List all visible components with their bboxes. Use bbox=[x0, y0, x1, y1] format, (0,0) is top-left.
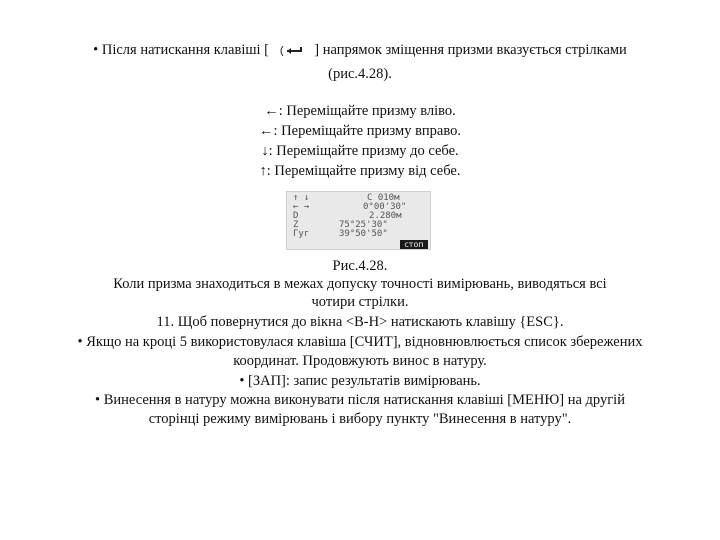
display-row1-value: C 010м bbox=[367, 193, 400, 203]
intro-suffix: ] напрямок зміщення призми вказується стрілками bbox=[314, 42, 627, 58]
display-row4-value: 75°25'30" bbox=[339, 220, 388, 230]
enter-key-icon bbox=[275, 44, 309, 58]
body-line-3: 11. Щоб повернутися до вікна <В-Н> натискають клавішу {ESC}. bbox=[156, 314, 564, 330]
display-row5-value: 39°50'50" bbox=[339, 229, 388, 239]
intro-line bbox=[0, 42, 720, 59]
body-line-7: • Винесення в натуру можна виконувати після натискання клавіші [МЕНЮ] на другій bbox=[95, 392, 625, 408]
body-line-6: • [ЗАП]: запис результатів вимірювань. bbox=[239, 373, 481, 389]
body-line-1: Коли призма знаходиться в межах допуску точності вимірювань, виводяться всі bbox=[113, 276, 607, 292]
arrow-right-text: ←: Переміщайте призму вправо. bbox=[259, 123, 461, 139]
body-line-2: чотири стрілки. bbox=[311, 294, 409, 310]
arrow-left-text: ←: Переміщайте призму вліво. bbox=[264, 103, 456, 119]
display-row3-label: D bbox=[293, 211, 299, 221]
display-stop-button[interactable]: стоп bbox=[400, 240, 428, 249]
display-leftright-arrows: ← → bbox=[293, 202, 310, 212]
arrow-up-text: ↑: Переміщайте призму від себе. bbox=[259, 163, 461, 179]
display-row2-value: 0°00'30" bbox=[363, 202, 407, 212]
intro-prefix: • Після натискання клавіші [ bbox=[93, 42, 269, 58]
display-row5-label: Гуг bbox=[293, 229, 310, 239]
body-line-4: • Якщо на кроці 5 використовулася клавіша [СЧИТ], відновнювлюється список збережених bbox=[77, 334, 643, 350]
intro-line-2: (рис.4.28). bbox=[328, 66, 392, 82]
figure-caption: Рис.4.28. bbox=[332, 258, 388, 274]
display-updown-arrows: ↑ ↓ bbox=[293, 193, 310, 203]
display-row4-label: Z bbox=[293, 220, 299, 230]
arrow-down-text: ↓: Переміщайте призму до себе. bbox=[261, 143, 459, 159]
display-row3-value: 2.280м bbox=[369, 211, 402, 221]
body-line-5: координат. Продовжують винос в натуру. bbox=[233, 353, 487, 369]
body-line-8: сторінці режиму вимірювань і вибору пункту "Винесення в натуру". bbox=[148, 411, 572, 427]
